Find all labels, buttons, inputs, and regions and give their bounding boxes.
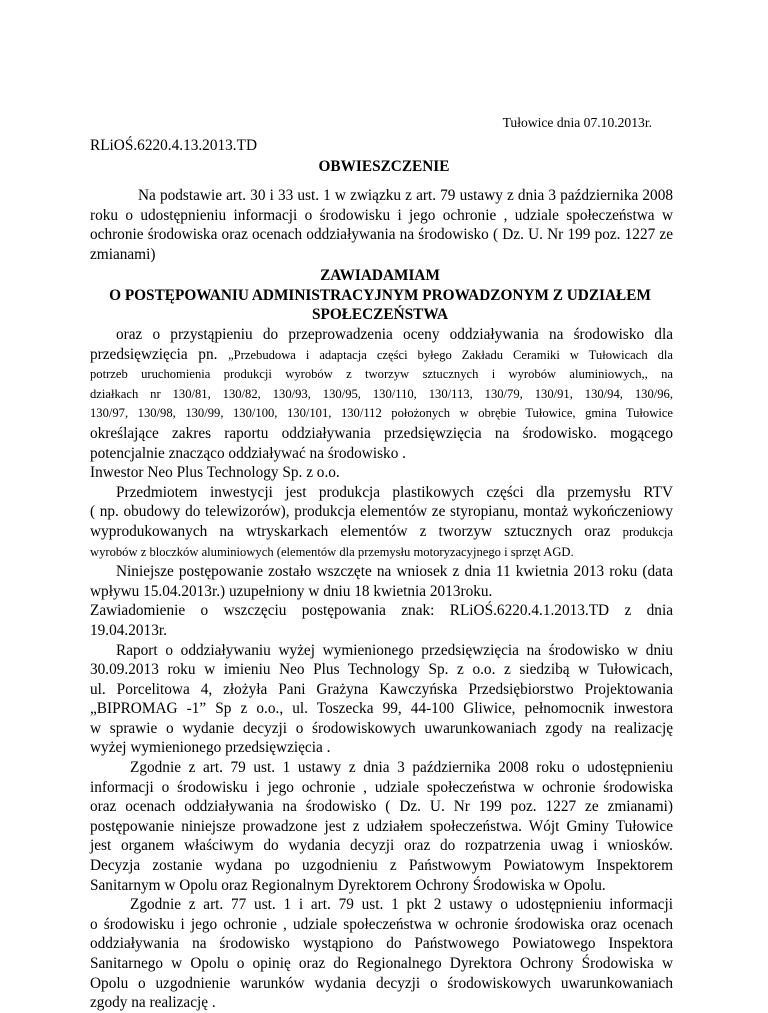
line: oraz o przystąpieniu do przeprowadzenia oceny oddziaływania na środowisko dla	[116, 326, 673, 343]
line: oraz ocenach oddziaływania na środowisko ( Dz. U. Nr 199 poz. 1227 ze zmianami)	[90, 798, 673, 816]
text-run: produkcja	[622, 524, 673, 539]
line: Sanitarnego w Opolu o opinię oraz do Regionalnego Dyrektora Ochrony Środowiska w	[90, 955, 673, 972]
line: działkach nr 130/81, 130/82, 130/93, 130/95, 130/110, 130/113, 130/79, 130/91, 130/94, 130/96,	[90, 386, 673, 401]
document-title: OBWIESZCZENIE	[318, 158, 450, 175]
line: jest organem właściwym do wydania decyzji oraz do rozpatrzenia uwag i wniosków.	[90, 837, 673, 855]
initiation-paragraph	[90, 562, 673, 640]
intro-paragraph: Na podstawie art. 30 i 33 ust. 1 w związku z art. 79 ustawy z dnia 3 października 2008 roku o udostępnieniu informacji o środowisku i jego ochronie , udziale społeczeństwa w ochronie środowiska oraz ocenach oddziaływania na środowisko ( Dz. U. Nr 199 poz. 1227 ze zmianami)	[90, 187, 673, 263]
line: w sprawie o wydanie decyzji o środowiskowych uwarunkowaniach zgody na realizację	[90, 719, 673, 737]
line: o środowisku i jego ochronie , udziale społeczeństwa w ochronie środowiska oraz ocenach	[90, 915, 673, 933]
line: „BIPROMAG -1” Sp z o.o., ul. Toszecka 99, 44-100 Gliwice, pełnomocnik inwestora	[90, 700, 673, 718]
line: ( np. obudowy do telewizorów), produkcja elementów ze styropianu, montaż wykończeniowy	[90, 503, 673, 521]
reference-number: RLiOŚ.6220.4.13.2013.TD	[90, 137, 257, 154]
line: Opolu o uzgodnienie warunków wydania decyzji o środowiskowych uwarunkowaniach	[90, 974, 673, 992]
line: Raport o oddziaływaniu wyżej wymienionego przedsięwzięcia na środowisko w dniu	[116, 641, 673, 659]
art79-paragraph	[90, 758, 673, 895]
line: oddziaływania na środowisko wystąpiono do Państwowego Powiatowego Inspektora	[90, 935, 673, 953]
heading-line-3: SPOŁECZEŃSTWA	[311, 306, 448, 323]
line	[90, 345, 673, 366]
line: wyrobów z bloczków aluminiowych (elementów dla przemysłu motoryzacyjnego i sprzęt AGD.	[90, 544, 574, 559]
line: Sanitarnym w Opolu oraz Regionalnym Dyrektorem Ochrony Środowiska w Opolu.	[90, 876, 606, 894]
heading-line-2: O POSTĘPOWANIU ADMINISTRACYJNYM PROWADZONYM Z UDZIAŁEM	[109, 286, 651, 304]
line: 19.04.2013r.	[90, 621, 167, 639]
subject-paragraph	[90, 483, 673, 562]
text-run: „Przebudowa i adaptacja części byłego Zakładu Ceramiki w Tułowicach dla	[228, 347, 673, 362]
line: 30.09.2013 roku w imieniu Neo Plus Technology Sp. z o.o. z siedzibą w Tułowicach,	[90, 661, 673, 679]
document-body	[90, 325, 673, 1013]
line: określające zakres raportu oddziaływania przedsięwzięcia na środowisko. mogącego	[90, 424, 673, 442]
notice-heading	[80, 266, 680, 325]
line	[90, 522, 673, 543]
line: Decyzja zostanie wydana po uzgodnieniu z Państwowym Powiatowym Inspektorem	[90, 857, 673, 875]
assessment-paragraph	[90, 325, 673, 463]
text-run: wyprodukowanych na wtryskarkach elementów z tworzyw sztucznych oraz	[90, 522, 623, 540]
line: potencjalnie znacząco oddziaływać na środowisko .	[90, 444, 407, 462]
line: informacji o środowisku i jego ochronie , udziale społeczeństwa w ochronie środowiska	[90, 778, 673, 796]
line: Przedmiotem inwestycji jest produkcja plastikowych części dla przemysłu RTV	[116, 483, 673, 501]
line: zgody na realizację .	[90, 994, 216, 1012]
line: Zawiadomienie o wszczęciu postępowania znak: RLiOŚ.6220.4.1.2013.TD z dnia	[90, 602, 673, 620]
line: ul. Porcelitowa 4, złożyła Pani Grażyna Kawczyńska Przedsiębiorstwo Projektowania	[90, 680, 673, 698]
line: potrzeb uruchomienia produkcji wyrobów z tworzyw sztucznych i wyrobów aluminiowych,, na	[90, 367, 673, 382]
line: wpływu 15.04.2013r.) uzupełniony w dniu 18 kwietnia 2013roku.	[90, 582, 493, 600]
line: postępowanie niniejsze prowadzone jest z udziałem społeczeństwa. Wójt Gminy Tułowice	[90, 817, 673, 835]
line: Zgodnie z art. 79 ust. 1 ustawy z dnia 3 października 2008 roku o udostępnieniu	[130, 759, 673, 777]
document-date: Tułowice dnia 07.10.2013r.	[502, 115, 652, 130]
text-run: przedsięwzięcia pn.	[90, 345, 229, 363]
line: Niniejsze postępowanie zostało wszczęte na wniosek z dnia 11 kwietnia 2013 roku (data	[116, 563, 673, 581]
investor-line: Inwestor Neo Plus Technology Sp. z o.o.	[90, 464, 340, 482]
line: Zgodnie z art. 77 ust. 1 i art. 79 ust. 1 pkt 2 ustawy o udostępnieniu informacji	[130, 896, 673, 914]
heading-line-1: ZAWIADAMIAM	[320, 267, 440, 284]
report-paragraph	[90, 641, 673, 759]
line: wyżej wymienionego przedsięwzięcia .	[90, 739, 331, 757]
line: 130/97, 130/98, 130/99, 130/100, 130/101, 130/112 położonych w obrębie Tułowice, gmina Tułowice	[90, 406, 673, 421]
art77-paragraph	[90, 895, 673, 1013]
